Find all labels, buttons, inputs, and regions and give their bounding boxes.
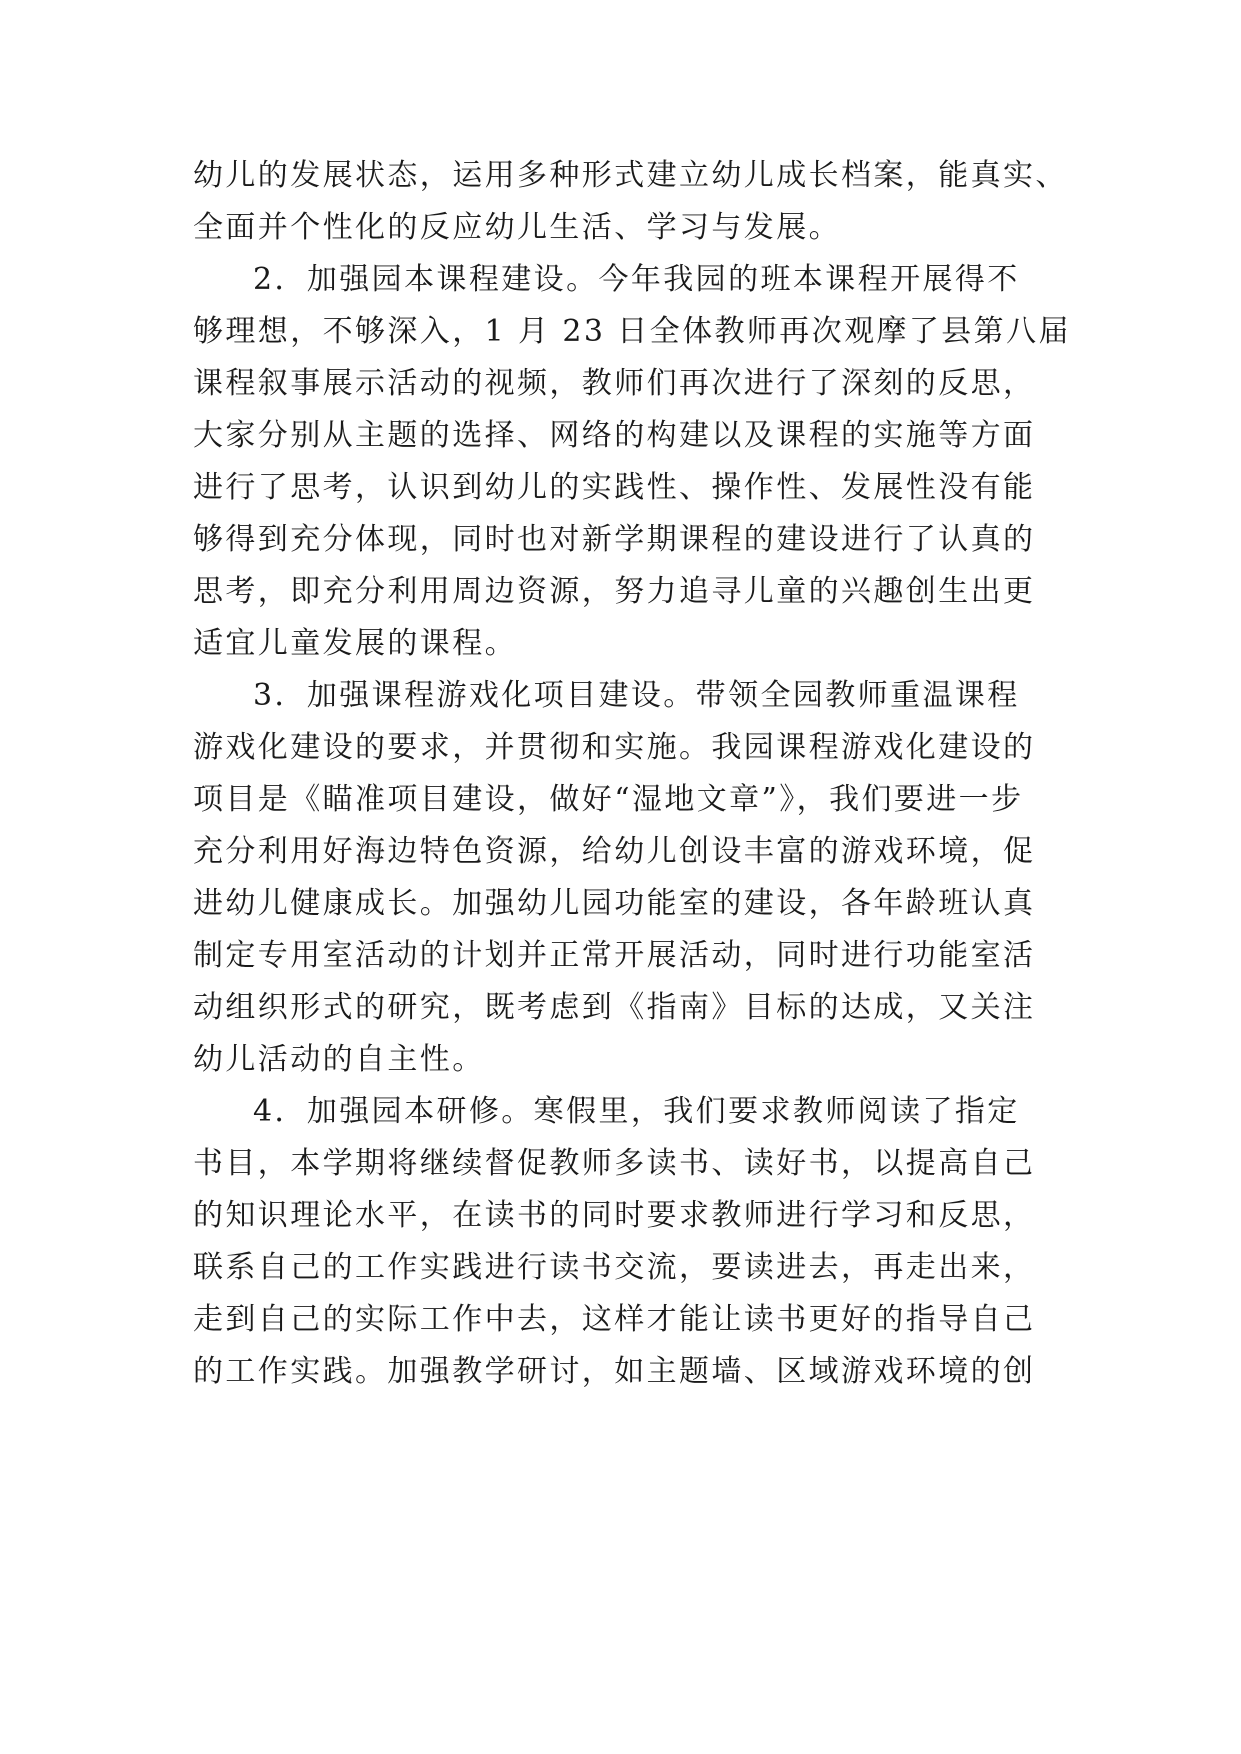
text-line: 书目，本学期将继续督促教师多读书、读好书，以提高自己 bbox=[193, 1146, 1036, 1181]
text-line: 适宜儿童发展的课程。 bbox=[193, 626, 517, 661]
text-line: 充分利用好海边特色资源，给幼儿创设丰富的游戏环境，促 bbox=[193, 834, 1036, 869]
text-line: 全面并个性化的反应幼儿生活、学习与发展。 bbox=[193, 210, 841, 245]
text-line: 幼儿活动的自主性。 bbox=[193, 1042, 485, 1077]
text-line: 够理想，不够深入，1 月 23 日全体教师再次观摩了县第八届 bbox=[193, 314, 1071, 349]
text-line: 项目是《瞄准项目建设，做好“湿地文章”》，我们要进一步 bbox=[193, 782, 1024, 817]
text-line: 进行了思考，认识到幼儿的实践性、操作性、发展性没有能 bbox=[193, 470, 1036, 505]
text-line: 走到自己的实际工作中去，这样才能让读书更好的指导自己 bbox=[193, 1302, 1036, 1337]
paragraph-first-line: 2．加强园本课程建设。今年我园的班本课程开展得不 bbox=[253, 262, 1020, 297]
paragraph-first-line: 4．加强园本研修。寒假里，我们要求教师阅读了指定 bbox=[253, 1094, 1020, 1129]
text-line: 进幼儿健康成长。加强幼儿园功能室的建设，各年龄班认真 bbox=[193, 886, 1036, 921]
text-line: 的工作实践。加强教学研讨，如主题墙、区域游戏环境的创 bbox=[193, 1354, 1036, 1389]
paragraph-first-line: 3．加强课程游戏化项目建设。带领全园教师重温课程 bbox=[253, 678, 1020, 713]
text-line: 制定专用室活动的计划并正常开展活动，同时进行功能室活 bbox=[193, 938, 1036, 973]
text-line: 思考，即充分利用周边资源，努力追寻儿童的兴趣创生出更 bbox=[193, 574, 1036, 609]
text-line: 动组织形式的研究，既考虑到《指南》目标的达成，又关注 bbox=[193, 990, 1036, 1025]
text-line: 幼儿的发展状态，运用多种形式建立幼儿成长档案，能真实、 bbox=[193, 158, 1068, 193]
text-line: 大家分别从主题的选择、网络的构建以及课程的实施等方面 bbox=[193, 418, 1036, 453]
text-line: 的知识理论水平，在读书的同时要求教师进行学习和反思， bbox=[193, 1198, 1036, 1233]
text-line: 课程叙事展示活动的视频，教师们再次进行了深刻的反思， bbox=[193, 366, 1036, 401]
text-line: 游戏化建设的要求，并贯彻和实施。我园课程游戏化建设的 bbox=[193, 730, 1036, 765]
text-line: 联系自己的工作实践进行读书交流，要读进去，再走出来， bbox=[193, 1250, 1036, 1285]
body-text bbox=[193, 150, 1071, 1398]
text-line: 够得到充分体现，同时也对新学期课程的建设进行了认真的 bbox=[193, 522, 1036, 557]
